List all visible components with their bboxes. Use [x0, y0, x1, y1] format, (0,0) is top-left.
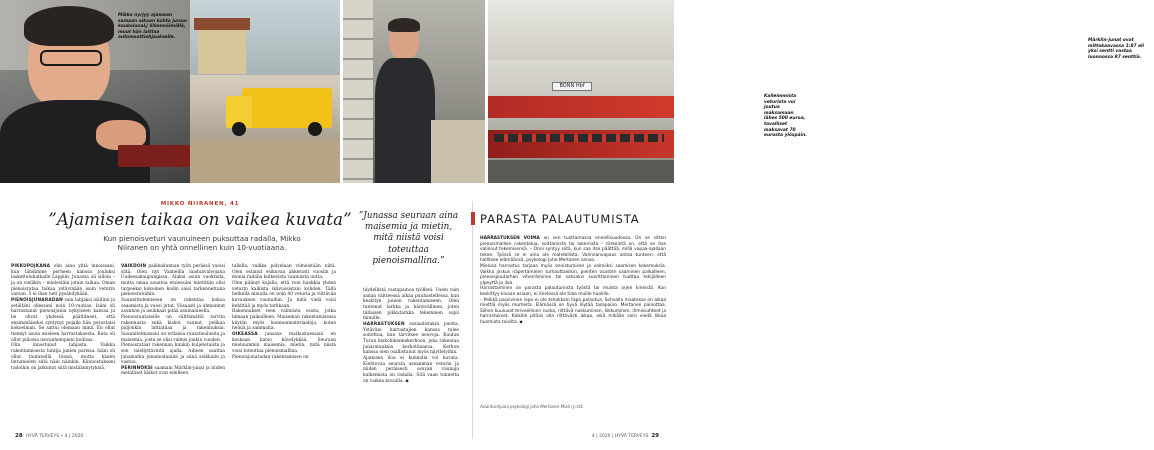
sidebar-divider [472, 201, 473, 439]
truck-wheel-front [232, 122, 246, 136]
paragraph: OIKEASSA junassa matkustaessani en koskaan katso kävelykkää. Seuraan mieluummin maisemia, mietin, mitä niistä voisi toteuttaa pienoismallina. [232, 331, 336, 354]
paragraph: Olin innostunut lahjasta. Vaikka rakentamisesta tuntija junien parissa. Isäni oli ollut rautateillä töissä, mutta hänen lintumielen siitä näin näinkin. Kiinnostukseni radoihin on jatkunut siitä mistäännytyksiä. [11, 343, 115, 371]
photo-model-truck [190, 0, 340, 183]
footer-right-text: 4 | 2020 | HYVÄ TERVEYS [591, 434, 649, 439]
page-number-right: 29 [651, 433, 659, 439]
photo-strip [0, 0, 1145, 183]
sidebar-body [480, 236, 666, 326]
paragraph: Rakennukset teen valmiista osista, jotka liimaan paikoilleen. Maiseman rakentamisessa käytän myös luonnonmateriaaleja, kuten heiniä ja sammalta. [232, 309, 336, 332]
article-column-2 [121, 264, 225, 377]
article-column-1 [11, 264, 115, 371]
man-hair [24, 6, 114, 46]
photo1-caption: Mikko nyrjyy ajamaan samaan aikaan kahta junaa: kaukoiunaLj liikennöimällä, muut hän laittaa automaattiohjaukselle. [118, 13, 188, 41]
end-mark-icon: ◆ [518, 319, 523, 325]
paragraph: HARRASTUKSEN VOIMA on sen tuottamassa onnellisuudessa. On se sitten pienoismallien rakentelua, soittamista tai lukemista – tärkeintä on, että on itse valinnut tekemisensä. – Onni syntyy siitä, kun saa itse päättää, millä vapaa-ajallaan tekee. Työssä se ei aina ole mahdollista. Valinnanvapaus antaa tunteen, että hallitsee elämäänsä, psykologi Juho Mertanen sanoo. [480, 236, 666, 264]
photo4-caption: Märklin-junat ovat mittakaavassa 1:87 eli yksi sentti vastaa luonnossa 87 senttiä. [1088, 38, 1145, 60]
paragraph: – Pelkkä passivinen lepo ei ole tehokkain tapa palautua. Sohvalla maatessa on aikaa miettiä myös murheita. Elämässä on hyvä löytää tasapaino. Mertanen painottaa. Siihen kuuluvat terveellinen ruoka, riittävä nukkuminen, liikkuminen, ihmissuhteet ja harrastukset. Kaikille pitäisi olla riittävästi aikaa, eikä mikään saisi viedä liikaa huomiota toisilta. ◆ [480, 297, 666, 325]
sidebar-credit: Asiantuntijana psykologi Juho Mertanen Mieli ry:stä. [480, 404, 584, 409]
rail-bed [488, 160, 674, 183]
paragraph: Suunnittelemiseen on rakentaa kokoa osaamista ja vuosi jutut. Viisaasti ja uhmannut asunnon ja asukkaat pitää asuinalueella. [121, 297, 225, 315]
box-stack [431, 120, 485, 183]
photo-man-portrait [0, 0, 190, 183]
paragraph: Pienoisrataat rakennan kunkin kuljetetuista ja sen miellyttävintä ajalla. Aiheen saattaa junamatka junamoduuliin ja siinä seikkailu ja vastuu. [121, 343, 225, 366]
article-headline: ”Ajamisen taikaa on vaikea kuvata” [48, 210, 352, 229]
truck-wheel-rear [308, 122, 322, 136]
track-wagon [118, 145, 190, 167]
photo3-caption: Kalleimmista veturista voi joutua maksamaan lähes 500 euroa, tavalliset maksavat 70 eurosta ylöspäin. [764, 94, 807, 139]
paragraph: Pienoisrautateille on välttämättä tarvita rakennusta sekä kiskot vaunut, pelikaa paljonkin lattiatilaa ja rakennuksia. Suunnitelmissani on erilaisia rautatiealueita ja maisemia, josta se olisi valmis jonkin vuoden. [121, 314, 225, 343]
model-house-roof [194, 18, 250, 30]
paragraph: Olen pitänyt kujalla, että voin hankkia yhden veturin kaikista ikävuosistani kohden. Tällä hetkellä minulla on noin 40 veturia ja riittävän kuvauksen vaunuihin. Ja niitä vielä voisi kehittää ja myös tarkkaan. [232, 280, 336, 309]
paragraph: PIKKUPOJKANA olin aina yhtä innoissani, kun lähdimme perheen kanssa jouluksi lasketteluhatkalle Lappiin. Junassa oli silloin – ja on vieläkin – mielestäni jotain taikaa. Oman pienoisrataa taikaa ystävinään isoin veturin varsan. 5 ei ihan heti pysähdykään. [11, 264, 115, 298]
page-number-left: 28 [15, 433, 23, 439]
paragraph: VAIKDOIN paikkakunnan työn perässä vuoisi siitä. Olen nyt Vaimeilla laadunvalvojana Uudessakaupungissa. Aluksi asuin vuokralla, mutta omaa asuntoa etsiessäni mietittiin olisi tarpeeksi kokoinen kodin saisi tarkennettuna pienoisratoihin. [121, 264, 225, 298]
paragraph: PIENOISJUNARADAN sain lahjaksi isältäni ja setältäni ollessani noin 10-vuotias. Isäni oli harrastanut pienoisjunia nykyiseen kanssa ja he olivat yhdessä päättäneet, että ensimmäiseksi syntynyt pojalle hän perustaisi kokoelman. Se sattui olemaan minä. En ollut tiennyt isoon mieleen harrastuksesta. Rata oli ollut piilossa isovanhempieni kodissa. [11, 297, 115, 343]
train-red-top [488, 96, 674, 118]
article-column-4 [363, 288, 459, 384]
train-windows [494, 134, 664, 142]
model-house [198, 28, 246, 74]
footer-left-text: HYVÄ TERVEYS • 4 | 2020 [25, 434, 84, 439]
man-body-small [375, 58, 435, 183]
paragraph: Pienoisjunaradan rakentamisen on [232, 354, 309, 360]
paragraph: Ajamisen iloa ei kunnolla voi kuvata. Kiehtovaa seurata useamman veturin ja niiden peräisesti osuvan vaunuja kulkemista on radalla. Sitä vaan tunnetta on vaikea kuvailla. ◆ [363, 355, 459, 384]
man-hair-small [388, 18, 420, 32]
footer-right [592, 433, 662, 439]
table-surface [190, 140, 340, 183]
article-column-3 [232, 264, 336, 360]
paragraph: tallella, vaikka palvelaan viimeistään niitä. Olen ostanut esikuvaa ahkerasti vuosiin ja monia radalla kulkevista vaunuista uutta. [232, 264, 336, 281]
man-glasses [40, 50, 102, 66]
paragraph: Mielusa harrastus tarjoaa myös onnistumisen ja valmiiksi saamisen kokemuksia. Vaikka joskus näpertäminen turhauttaisikin, pienten osasten saaminen paikalleen, pienoispuutarhan viherräminen tai saksaksi suorittaminen tuottaa tekijälleen ylpeyttä ja iloa. [480, 263, 666, 286]
shelf-unit [343, 0, 373, 183]
end-mark-icon: ◆ [404, 378, 409, 384]
pull-quote: ”Junassa seuraan aina maisemia ja mietin, mitä niistä voisi toteuttaa pienoismallina.” [358, 211, 459, 266]
footer-left [12, 433, 83, 439]
paragraph: PERINNÖKSI saamani Märklin-junat ja niiden metalliset kiskot ovat edelleen [121, 365, 225, 377]
station-sign: BONN Hbf [552, 82, 592, 91]
paragraph: HARRASTUKSEN sosiaalistakin puolta. Ystäväni harrastajien kanssa tulee soitettua, kun tarvitsee neuvoja. Kuulun Turun kiskoliikennekerhoon, joka rakentaa junaratauksia kerhotilaansa. Kerhon kanssa olen osallistunut myös näyttelyihin. [363, 321, 459, 356]
paragraph: Harrastaminen on parasta palautumista työstä tai muista arjen kiireistä. Kun keskittyy kivaan asiaan, ei mielessä ole tilaa muille huolille. [480, 286, 666, 297]
paragraph: täydellistä vastapainoa työlleni. Usein vain sanan vältteessä aikaa puuhastellessa, kun keskityn junien rakentamiseen. Olen tuntenut tarkka ja kärsivällinen, joten tällaisen pikkutarkka tekeminen sopii minulle. [363, 288, 459, 322]
article-lede: Kun pienoisveturi vaunuineen puksuttaa radalla, Mikko Niiranen on yhtä onnellinen kuin 10-vuotiaana. [103, 234, 301, 253]
station-roof [488, 0, 674, 60]
sidebar-title: PARASTA PALAUTUMISTA [480, 212, 640, 226]
article-kicker: MIKKO NIIRANEN, 41 [160, 201, 240, 207]
